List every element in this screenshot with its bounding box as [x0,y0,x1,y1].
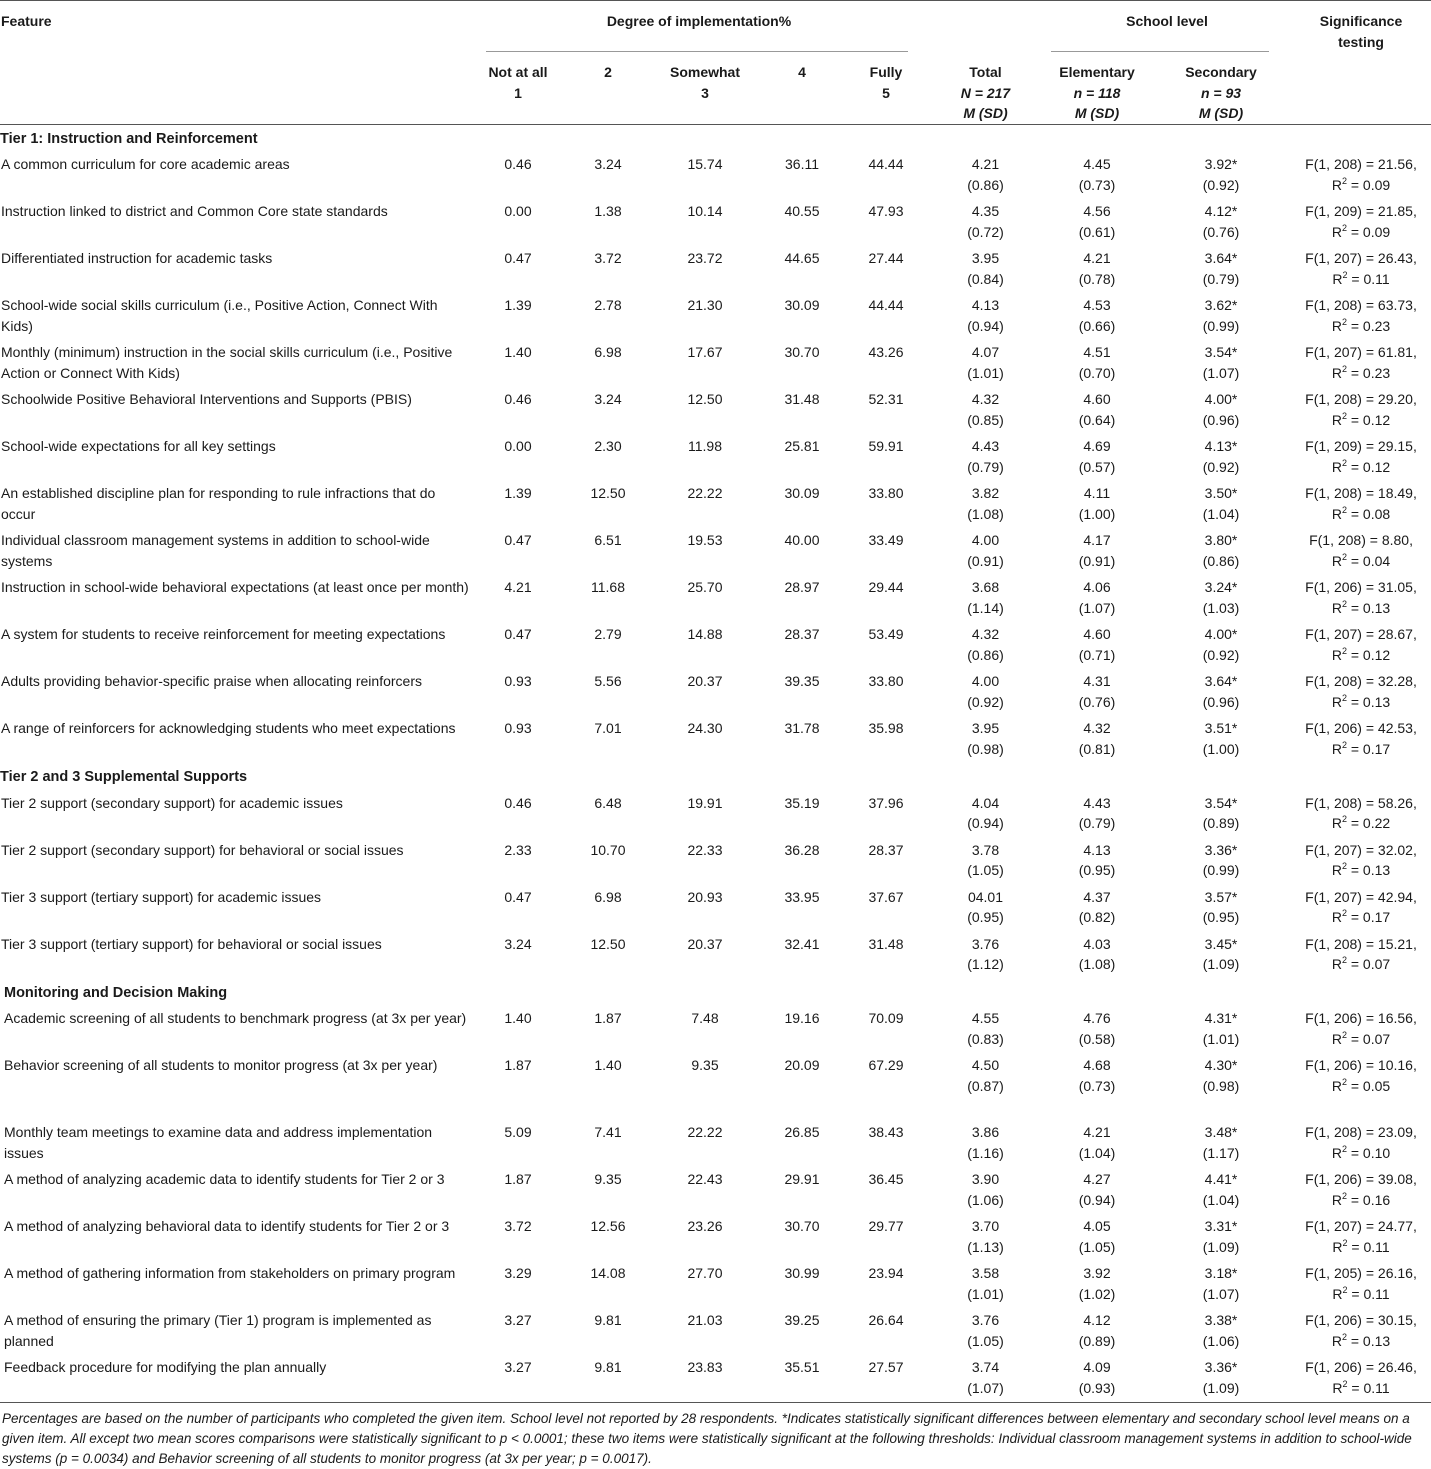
percent-cell: 33.49 [868,532,904,548]
significance-cell: F(1, 206) = 39.08, $R^2 = 0.16$ [1305,1171,1417,1208]
percent-cell: 17.67 [687,344,723,360]
table-row [0,622,1431,669]
feature-header: Feature [1,13,52,29]
percent-cell: 10.14 [687,203,723,219]
percent-cell: 35.98 [868,720,904,736]
feature-cell: Tier 3 support (tertiary support) for academic issues [1,888,322,905]
col-total: Total N = 217 M (SD) [960,64,1011,121]
feature-cell: Monthly team meetings to examine data and address implementation issues [4,1124,433,1161]
elem-mean-cell: 4.60 (0.71) [1078,626,1116,663]
percent-cell: 3.24 [594,156,622,172]
sec-mean-cell: 3.24* (1.03) [1202,579,1240,616]
percent-cell: 1.87 [504,1057,532,1073]
feature-cell: School-wide expectations for all key settings [1,438,276,454]
total-mean-cell: 4.07 (1.01) [967,344,1004,381]
table-row [0,885,1431,932]
elem-mean-cell: 4.17 (0.91) [1078,532,1116,569]
section-header-row [0,763,1431,791]
percent-cell: 29.91 [784,1171,820,1187]
sec-mean-cell: 3.48* (1.17) [1202,1124,1240,1161]
percent-cell: 1.39 [504,297,532,313]
elem-mean-cell: 4.13 (0.95) [1078,841,1116,878]
percent-cell: 29.44 [868,579,904,595]
percent-cell: 20.37 [687,935,723,952]
percent-cell: 3.27 [504,1359,532,1375]
total-mean-cell: 3.86 (1.16) [967,1124,1004,1161]
elem-mean-cell: 4.12 (0.89) [1078,1312,1116,1349]
significance-cell: F(1, 208) = 32.28, $R^2 = 0.13$ [1305,673,1417,710]
percent-cell: 33.95 [784,888,820,905]
percent-cell: 0.93 [504,673,532,689]
percent-cell: 19.91 [687,794,723,811]
percent-cell: 44.65 [784,250,820,266]
sec-mean-cell: 3.50* (1.04) [1202,485,1240,522]
percent-cell: 35.51 [784,1359,820,1375]
total-mean-cell: 4.35 (0.72) [967,203,1004,240]
feature-cell: Instruction in school-wide behavioral expectations (at least once per month) [1,579,469,595]
elem-mean-cell: 3.92 (1.02) [1078,1265,1116,1302]
percent-cell: 30.99 [784,1265,820,1281]
significance-cell: F(1, 207) = 42.94, $R^2 = 0.17$ [1305,888,1417,925]
percent-cell: 1.87 [594,1010,622,1026]
percent-cell: 70.09 [868,1010,904,1026]
feature-cell: Adults providing behavior-specific praise when allocating reinforcers [1,673,422,689]
percent-cell: 3.24 [504,935,532,952]
significance-cell: F(1, 208) = 23.09, $R^2 = 0.10$ [1305,1124,1417,1161]
percent-cell: 6.98 [594,888,622,905]
percent-cell: 21.30 [687,297,723,313]
significance-cell: F(1, 209) = 21.85, $R^2 = 0.09$ [1305,203,1417,240]
significance-cell: F(1, 208) = 21.56, $R^2 = 0.09$ [1305,156,1417,193]
feature-cell: A method of gathering information from stakeholders on primary program [4,1265,456,1281]
percent-cell: 43.26 [868,344,904,360]
percent-cell: 59.91 [868,438,904,454]
percent-cell: 1.40 [504,344,532,360]
table-row [0,528,1431,575]
percent-cell: 7.41 [594,1124,622,1140]
sec-mean-cell: 3.64* (0.96) [1202,673,1240,710]
total-mean-cell: 4.00 (0.91) [967,532,1004,569]
total-mean-cell: 4.43 (0.79) [967,438,1004,475]
feature-cell: Behavior screening of all students to monitor progress (at 3x per year) [4,1057,438,1073]
percent-cell: 2.30 [594,438,622,454]
elem-mean-cell: 4.37 (0.82) [1078,888,1116,925]
table-row [0,340,1431,387]
significance-cell: F(1, 206) = 26.46, $R^2 = 0.11$ [1305,1359,1417,1396]
table-row [0,838,1431,885]
table-row [0,246,1431,293]
elem-mean-cell: 4.69 (0.57) [1078,438,1116,475]
elem-mean-cell: 4.21 (1.04) [1078,1124,1116,1161]
elem-mean-cell: 4.43 (0.79) [1078,794,1116,831]
percent-cell: 0.46 [504,156,532,172]
percent-cell: 23.94 [868,1265,904,1281]
feature-cell: A range of reinforcers for acknowledging students who meet expectations [1,720,456,736]
table-row [0,1214,1431,1261]
percent-cell: 0.47 [504,250,532,266]
total-mean-cell: 4.21 (0.86) [967,156,1004,193]
significance-cell: F(1, 207) = 61.81, $R^2 = 0.23$ [1305,344,1417,381]
percent-cell: 28.97 [784,579,820,595]
percent-cell: 6.48 [594,794,622,811]
table-row [0,293,1431,340]
percent-cell: 21.03 [687,1312,723,1328]
total-mean-cell: 3.70 (1.13) [967,1218,1004,1255]
percent-cell: 0.00 [504,203,532,219]
percent-cell: 22.33 [687,841,723,858]
percent-cell: 31.48 [868,935,904,952]
feature-cell: A method of analyzing behavioral data to identify students for Tier 2 or 3 [4,1218,450,1234]
percent-cell: 4.21 [504,579,532,595]
total-mean-cell: 3.58 (1.01) [967,1265,1004,1302]
percent-cell: 36.45 [868,1171,904,1187]
table-row [0,1167,1431,1214]
sec-mean-cell: 3.54* (0.89) [1202,794,1240,831]
total-mean-cell: 4.32 (0.86) [967,626,1004,663]
percent-cell: 37.67 [868,888,904,905]
significance-cell: F(1, 206) = 42.53, $R^2 = 0.17$ [1305,720,1417,757]
sec-mean-cell: 3.36* (1.09) [1202,1359,1240,1396]
col-2: 2 [604,64,612,80]
percent-cell: 3.72 [504,1218,532,1234]
sec-mean-cell: 3.51* (1.00) [1202,720,1240,757]
feature-cell: School-wide social skills curriculum (i.e., Positive Action, Connect With Kids) [1,297,438,334]
elem-mean-cell: 4.76 (0.58) [1078,1010,1116,1047]
col-secondary: Secondary n = 93 M (SD) [1185,64,1257,121]
sec-mean-cell: 3.31* (1.09) [1202,1218,1240,1255]
percent-cell: 9.35 [691,1057,719,1073]
section-header-row [0,124,1431,152]
percent-cell: 20.09 [784,1057,820,1073]
percent-cell: 47.93 [868,203,904,219]
section-title: Monitoring and Decision Making [4,984,228,1001]
feature-cell: A common curriculum for core academic areas [1,156,290,172]
percent-cell: 0.47 [504,888,532,905]
significance-cell: F(1, 208) = 29.20, $R^2 = 0.12$ [1305,391,1417,428]
percent-cell: 2.78 [594,297,622,313]
feature-cell: Instruction linked to district and Common Core state standards [1,203,388,219]
percent-cell: 1.38 [594,203,622,219]
sec-mean-cell: 4.31* (1.01) [1202,1010,1240,1047]
table-row [0,669,1431,716]
percent-cell: 0.47 [504,532,532,548]
percent-cell: 36.11 [785,156,819,172]
percent-cell: 11.68 [591,579,625,595]
percent-cell: 19.53 [687,532,723,548]
feature-cell: An established discipline plan for responding to rule infractions that do occur [1,485,436,522]
table-row [0,1120,1431,1167]
percent-cell: 40.00 [784,532,820,548]
percent-cell: 28.37 [784,626,820,642]
sec-mean-cell: 3.64* (0.79) [1202,250,1240,287]
feature-cell: Tier 2 support (secondary support) for behavioral or social issues [1,841,404,858]
degree-header: Degree of implementation% [606,13,792,29]
percent-cell: 3.27 [504,1312,532,1328]
total-mean-cell: 4.13 (0.94) [967,297,1004,334]
significance-header: Significance testing [1319,13,1403,50]
significance-cell: F(1, 206) = 10.16, $R^2 = 0.05$ [1305,1057,1417,1094]
percent-cell: 2.79 [594,626,622,642]
feature-cell: A method of ensuring the primary (Tier 1) program is implemented as planned [4,1312,432,1349]
percent-cell: 12.50 [590,935,626,952]
percent-cell: 12.56 [590,1218,626,1234]
table-row [0,387,1431,434]
percent-cell: 1.39 [504,485,532,501]
sec-mean-cell: 4.12* (0.76) [1202,203,1240,240]
percent-cell: 20.93 [687,888,723,905]
feature-cell: Academic screening of all students to benchmark progress (at 3x per year) [4,1010,467,1026]
percent-cell: 31.48 [784,391,820,407]
significance-cell: F(1, 206) = 31.05, $R^2 = 0.13$ [1305,579,1417,616]
col-somewhat: Somewhat 3 [669,64,740,101]
percent-cell: 0.46 [504,391,532,407]
percent-cell: 27.44 [868,250,904,266]
total-mean-cell: 3.90 (1.06) [967,1171,1004,1208]
feature-cell: A system for students to receive reinforcement for meeting expectations [1,626,446,642]
percent-cell: 44.44 [868,297,904,313]
significance-cell: F(1, 207) = 26.43, $R^2 = 0.11$ [1305,250,1417,287]
percent-cell: 44.44 [868,156,904,172]
percent-cell: 3.29 [504,1265,532,1281]
percent-cell: 0.93 [504,720,532,736]
elem-mean-cell: 4.06 (1.07) [1078,579,1116,616]
elem-mean-cell: 4.03 (1.08) [1078,935,1116,972]
percent-cell: 33.80 [868,485,904,501]
section-title: Tier 2 and 3 Supplemental Supports [0,769,248,785]
percent-cell: 28.37 [868,841,904,858]
percent-cell: 30.09 [784,297,820,313]
percent-cell: 5.56 [594,673,622,689]
feature-cell: Tier 2 support (secondary support) for academic issues [1,794,343,811]
table-row [0,1053,1431,1120]
percent-cell: 52.31 [868,391,904,407]
percent-cell: 30.70 [784,1218,820,1234]
percent-cell: 2.33 [504,841,532,858]
percent-cell: 32.41 [784,935,820,952]
table-row [0,1308,1431,1355]
significance-cell: F(1, 208) = 58.26, $R^2 = 0.22$ [1305,794,1417,831]
total-mean-cell: 3.76 (1.12) [967,935,1004,972]
percent-cell: 9.81 [594,1312,622,1328]
sec-mean-cell: 3.62* (0.99) [1202,297,1240,334]
elem-mean-cell: 4.32 (0.81) [1078,720,1116,757]
elem-mean-cell: 4.60 (0.64) [1078,391,1116,428]
percent-cell: 1.87 [504,1171,532,1187]
percent-cell: 40.55 [784,203,820,219]
percent-cell: 23.26 [687,1218,723,1234]
sec-mean-cell: 4.13* (0.92) [1202,438,1240,475]
elem-mean-cell: 4.51 (0.70) [1078,344,1116,381]
percent-cell: 29.77 [868,1218,904,1234]
percent-cell: 6.51 [594,532,622,548]
table-row [0,199,1431,246]
percent-cell: 30.09 [784,485,820,501]
percent-cell: 23.72 [687,250,723,266]
col-4: 4 [798,64,806,80]
total-mean-cell: 4.04 (0.94) [967,794,1004,831]
feature-cell: Tier 3 support (tertiary support) for behavioral or social issues [1,935,382,952]
significance-cell: F(1, 207) = 28.67, $R^2 = 0.12$ [1305,626,1417,663]
significance-cell: F(1, 206) = 16.56, $R^2 = 0.07$ [1305,1010,1417,1047]
percent-cell: 9.35 [594,1171,622,1187]
elem-mean-cell: 4.11 (1.00) [1078,485,1116,522]
school-level-header: School level [1126,13,1208,29]
percent-cell: 12.50 [687,391,723,407]
percent-cell: 37.96 [868,794,904,811]
total-mean-cell: 3.68 (1.14) [967,579,1004,616]
percent-cell: 27.57 [868,1359,904,1375]
table-row [0,932,1431,979]
sec-mean-cell: 4.00* (0.92) [1202,626,1240,663]
total-mean-cell: 3.95 (0.98) [967,720,1004,757]
percent-cell: 11.98 [688,438,722,454]
percent-cell: 3.72 [594,250,622,266]
elem-mean-cell: 4.45 (0.73) [1078,156,1116,193]
percent-cell: 36.28 [784,841,820,858]
feature-cell: Schoolwide Positive Behavioral Interventions and Supports (PBIS) [1,391,412,407]
percent-cell: 67.29 [868,1057,904,1073]
sec-mean-cell: 3.57* (0.95) [1202,888,1240,925]
percent-cell: 31.78 [784,720,820,736]
percent-cell: 19.16 [784,1010,820,1026]
percent-cell: 25.70 [687,579,723,595]
table-row [0,434,1431,481]
percent-cell: 25.81 [784,438,820,454]
percent-cell: 7.48 [691,1010,719,1026]
percent-cell: 0.00 [504,438,532,454]
percent-cell: 39.35 [784,673,820,689]
significance-cell: F(1, 209) = 29.15, $R^2 = 0.12$ [1305,438,1417,475]
percent-cell: 39.25 [784,1312,820,1328]
col-fully: Fully 5 [869,64,903,101]
table-footnote: Percentages are based on the number of participants who completed the given item. School level not reported by 28 respondents. *Indicates statistically significant differences between elementary and secondary school level means on a given item. All except two mean scores comparisons were statistically significant to p < 0.0001; these two items were statistically significant at the following thresholds: Individual classroom management systems in addition to school-wide systems (p = 0.0034) and Behavior screening of all students to monitor progress (at 3x per year; p = 0.0017). [2,1411,1412,1466]
percent-cell: 24.30 [687,720,723,736]
elem-mean-cell: 4.27 (0.94) [1078,1171,1116,1208]
significance-cell: F(1, 206) = 30.15, $R^2 = 0.13$ [1305,1312,1417,1349]
percent-cell: 35.19 [784,794,820,811]
total-mean-cell: 4.32 (0.85) [967,391,1004,428]
col-not-at-all: Not at all 1 [488,64,548,101]
total-mean-cell: 3.95 (0.84) [967,250,1004,287]
table-row [0,791,1431,838]
elem-mean-cell: 4.56 (0.61) [1078,203,1116,240]
elem-mean-cell: 4.05 (1.05) [1078,1218,1116,1255]
feature-cell: Feedback procedure for modifying the plan annually [4,1359,327,1375]
percent-cell: 22.43 [687,1171,723,1187]
percent-cell: 30.70 [784,344,820,360]
percent-cell: 5.09 [504,1124,532,1140]
significance-cell: F(1, 208) = 18.49, $R^2 = 0.08$ [1305,485,1417,522]
table-row [0,716,1431,763]
sec-mean-cell: 3.38* (1.06) [1202,1312,1240,1349]
total-mean-cell: 3.76 (1.05) [967,1312,1004,1349]
feature-cell: Monthly (minimum) instruction in the social skills curriculum (i.e., Positive Action or Connect With Kids) [1,344,453,381]
sec-mean-cell: 3.54* (1.07) [1202,344,1240,381]
sec-mean-cell: 4.30* (0.98) [1202,1057,1240,1094]
total-mean-cell: 4.55 (0.83) [967,1010,1004,1047]
total-mean-cell: 4.00 (0.92) [967,673,1004,710]
sec-mean-cell: 3.18* (1.07) [1202,1265,1240,1302]
sec-mean-cell: 4.00* (0.96) [1202,391,1240,428]
percent-cell: 53.49 [868,626,904,642]
percent-cell: 1.40 [504,1010,532,1026]
percent-cell: 26.85 [784,1124,820,1140]
sec-mean-cell: 3.92* (0.92) [1202,156,1240,193]
table-row [0,152,1431,199]
table-body [0,124,1431,1403]
table-row [0,1261,1431,1308]
percent-cell: 22.22 [687,1124,723,1140]
significance-cell: F(1, 208) = 15.21, $R^2 = 0.07$ [1305,935,1417,972]
elem-mean-cell: 4.53 (0.66) [1078,297,1116,334]
section-title: Tier 1: Instruction and Reinforcement [0,130,258,147]
sec-mean-cell: 3.45* (1.09) [1202,935,1240,972]
percent-cell: 20.37 [687,673,723,689]
feature-cell: Differentiated instruction for academic tasks [1,250,273,266]
significance-cell: F(1, 207) = 24.77, $R^2 = 0.11$ [1305,1218,1417,1255]
percent-cell: 10.70 [590,841,626,858]
percent-cell: 15.74 [687,156,723,172]
sec-mean-cell: 3.36* (0.99) [1202,841,1240,878]
percent-cell: 22.22 [687,485,723,501]
table-row [0,575,1431,622]
significance-cell: F(1, 208) = 63.73, $R^2 = 0.23$ [1305,297,1417,334]
significance-cell: F(1, 205) = 26.16, $R^2 = 0.11$ [1305,1265,1417,1302]
total-mean-cell: 4.50 (0.87) [967,1057,1004,1094]
percent-cell: 3.24 [594,391,622,407]
section-header-row [0,979,1431,1007]
percent-cell: 27.70 [687,1265,723,1281]
sec-mean-cell: 4.41* (1.04) [1202,1171,1240,1208]
total-mean-cell: 3.74 (1.07) [967,1359,1004,1396]
percent-cell: 14.08 [590,1265,626,1281]
percent-cell: 33.80 [868,673,904,689]
percent-cell: 9.81 [594,1359,622,1375]
percent-cell: 12.50 [590,485,626,501]
elem-mean-cell: 4.21 (0.78) [1078,250,1116,287]
percent-cell: 0.47 [504,626,532,642]
total-mean-cell: 3.82 (1.08) [967,485,1004,522]
total-mean-cell: 04.01 (0.95) [967,888,1004,925]
significance-cell: F(1, 207) = 32.02, $R^2 = 0.13$ [1305,841,1417,878]
elem-mean-cell: 4.68 (0.73) [1078,1057,1116,1094]
percent-cell: 0.46 [504,794,532,811]
elem-mean-cell: 4.31 (0.76) [1078,673,1116,710]
percent-cell: 23.83 [687,1359,723,1375]
percent-cell: 26.64 [868,1312,904,1328]
sec-mean-cell: 3.80* (0.86) [1202,532,1240,569]
table-row [0,1006,1431,1053]
percent-cell: 7.01 [594,720,622,736]
percent-cell: 6.98 [594,344,622,360]
col-elementary: Elementary n = 118 M (SD) [1059,64,1135,121]
feature-cell: Individual classroom management systems in addition to school-wide systems [1,532,430,569]
table-row [0,481,1431,528]
elem-mean-cell: 4.09 (0.93) [1078,1359,1116,1396]
total-mean-cell: 3.78 (1.05) [967,841,1004,878]
significance-cell: F(1, 208) = 8.80, $R^2 = 0.04$ [1309,532,1413,569]
table-row [0,1355,1431,1403]
feature-cell: A method of analyzing academic data to identify students for Tier 2 or 3 [4,1171,445,1187]
percent-cell: 1.40 [594,1057,622,1073]
percent-cell: 14.88 [687,626,723,642]
percent-cell: 38.43 [868,1124,904,1140]
table-header [0,1,1431,125]
